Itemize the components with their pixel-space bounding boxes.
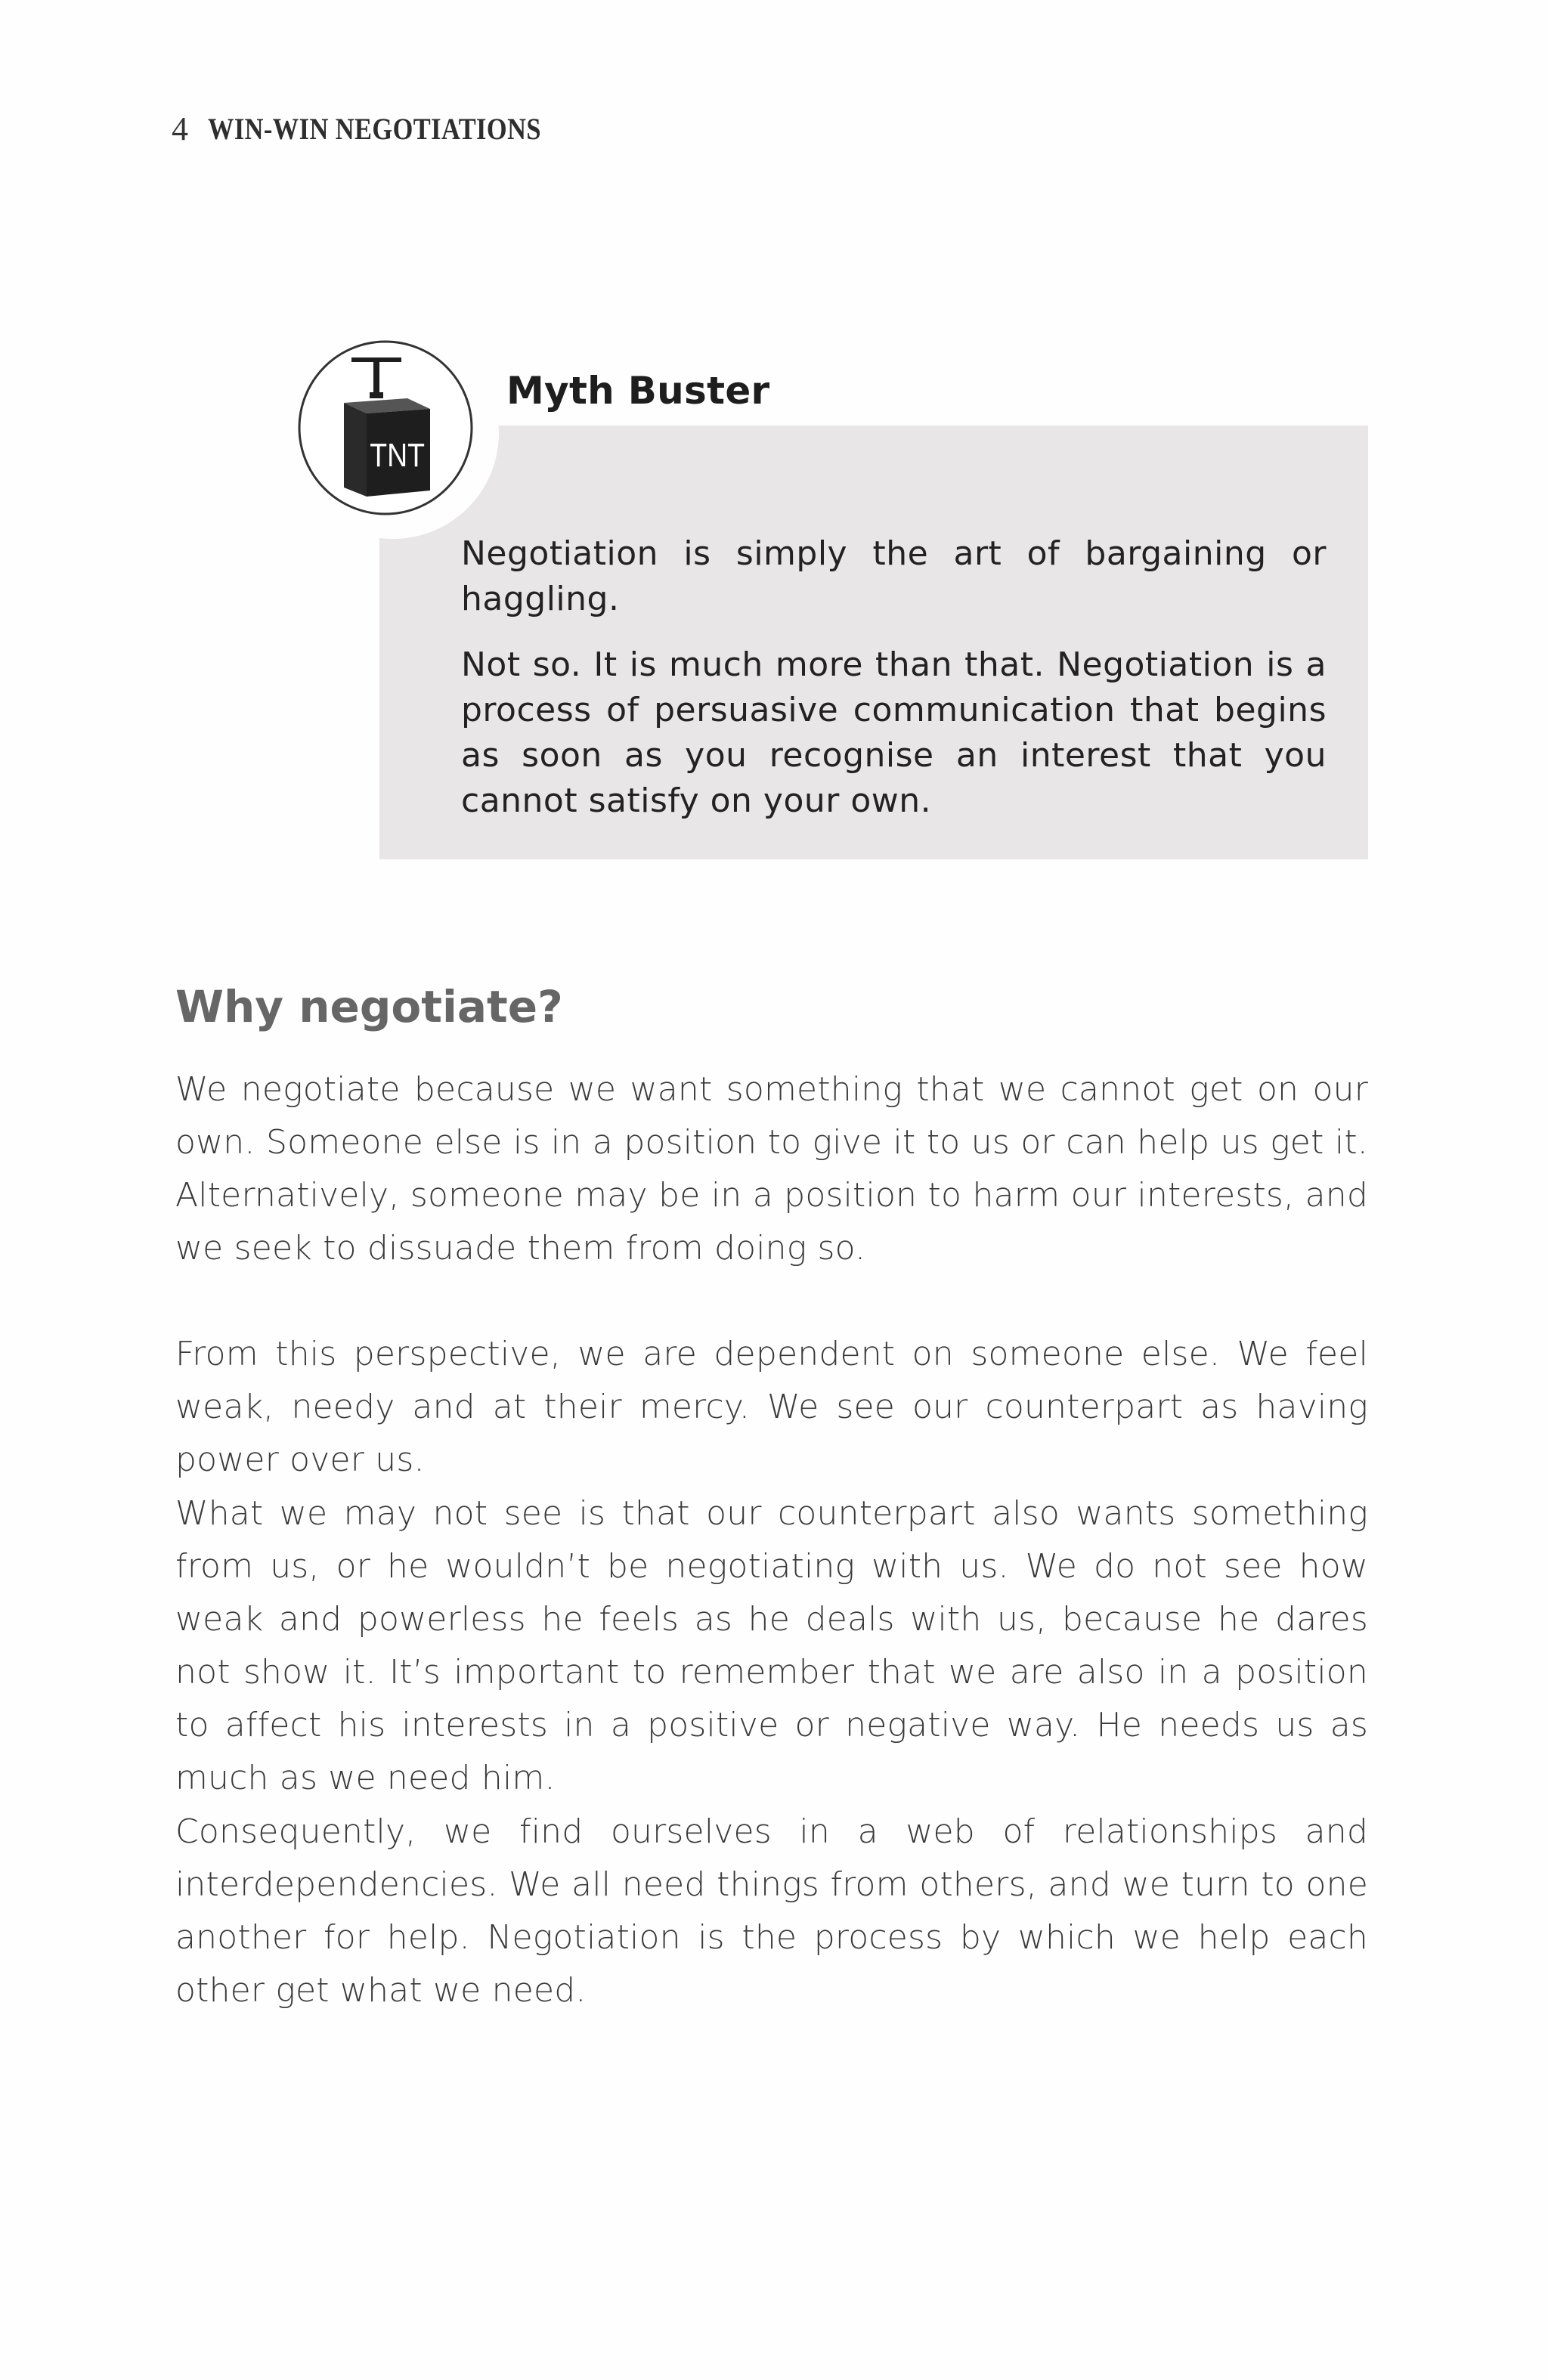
book-title: WIN-WIN NEGOTIATIONS [208, 111, 541, 146]
page-number: 4 [172, 110, 188, 147]
body-paragraph: What we may not see is that our counterpart also wants something from us, or he wouldn’t be negotiating with us. We do not see how weak and powerless he feels as he deals with us, because he dares not show it. It’s important to remember that we are also in a position to affect his interests in a positive or negative way. He needs us as much as we need him. [175, 1494, 1368, 1797]
myth-buster-title: Myth Buster [506, 369, 770, 413]
tnt-label: TNT [370, 436, 425, 474]
myth-statement: Negotiation is simply the art of bargaining or haggling. [461, 534, 1327, 618]
section-heading: Why negotiate? [175, 981, 563, 1032]
running-head [172, 106, 596, 151]
myth-rebuttal: Not so. It is much more than that. Negotiation is a process of persuasive communication that begins as soon as you recognise an interest that you cannot satisfy on your own. [461, 645, 1327, 820]
body-paragraph: From this perspective, we are dependent on someone else. We feel weak, needy and at their mercy. We see our counterpart as having power over us. [175, 1335, 1368, 1479]
body-paragraph: We negotiate because we want something that we cannot get on our own. Someone else is in a position to give it to us or can help us get it. Alternatively, someone may be in a position to harm our interests, and we seek to dissuade them from doing so. [175, 1070, 1368, 1267]
body-paragraph: Consequently, we find ourselves in a web of relationships and interdependencies. We all need things from others, and we turn to one another for help. Negotiation is the process by which we help each other get what we need. [175, 1812, 1368, 2010]
tnt-detonator-icon [297, 339, 474, 516]
